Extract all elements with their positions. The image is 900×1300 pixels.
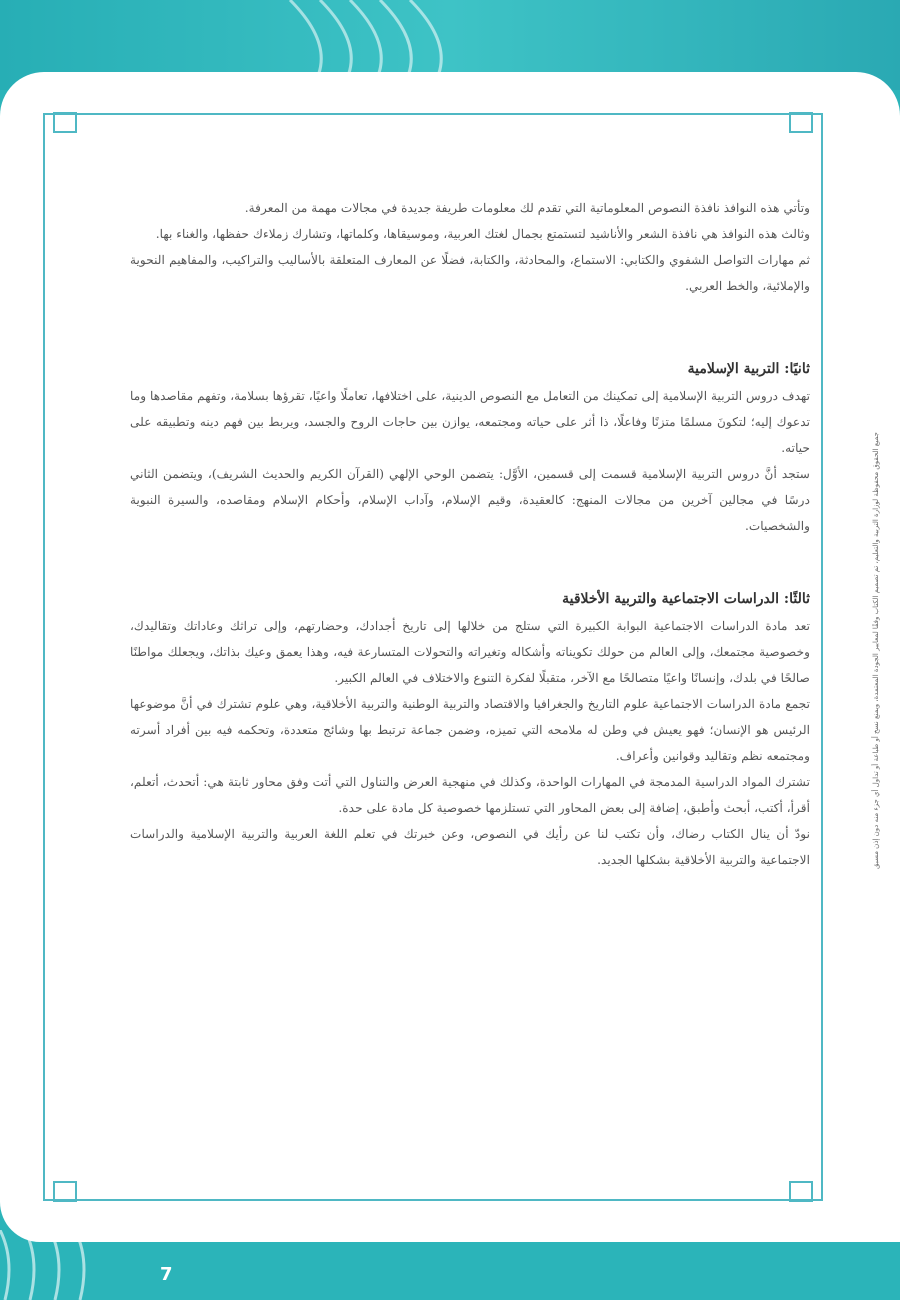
paragraph: تهدف دروس التربية الإسلامية إلى تمكينك من التعامل مع النصوص الدينية، على اختلافها، تعاملًا واعيًا، تقرؤها بسلامة، وتفهم مقاصدها وما تدعوك إليه؛ لتكونَ مسلمًا متزنًا وفاعلًا، ذا أثر على حياته ومجتمعه، يوازن بين حاجات الروح والجسد، ويربط بين فهم دينه وتطبيقه على حياته.	[130, 389, 810, 455]
paragraph: تجمع مادة الدراسات الاجتماعية علوم التاريخ والجغرافيا والاقتصاد والتربية الوطنية والتربية الأخلاقية، وهي علوم تشترك في أنَّ موضوعها الرئيس هو الإنسان؛ فهو يعيش في وطن له ملامحه التي تميزه، وضمن جماعة ترتبط بها وشائج متعددة، وتحكمه فيه بين أفراد أسرته ومجتمعه نظم وتقاليد وقوانين وأعراف.	[130, 697, 810, 763]
decorative-stripes-bottom	[0, 1230, 120, 1300]
copyright-side-note	[866, 300, 886, 1000]
section-title-islamic: ثانيًا: التربية الإسلامية	[687, 361, 810, 377]
page-content	[130, 195, 810, 873]
side-note-text: جميع الحقوق محفوظة لوزارة التربية والتعليم، تم تصميم الكتاب وفقًا لمعايير الجودة المعتمدة، ويمنع نسخ أو طباعة أو تداول أي جزء منه دون إذن مسبق	[872, 431, 880, 869]
intro-line: ثم مهارات التواصل الشفوي والكتابي: الاستماع، والمحادثة، والكتابة، فضلًا عن المعارف المتعلقة بالأساليب والتراكيب، والمفاهيم النحوية والإملائية، والخط العربي.	[130, 253, 810, 293]
page-number: 7	[160, 1264, 173, 1285]
paragraph: ستجد أنَّ دروس التربية الإسلامية قسمت إلى قسمين، الأوَّل: يتضمن الوحي الإلهي (القرآن الكريم والحديث الشريف)، ويتضمن الثاني درسًا في مجالين آخرين من مجالات المنهج: كالعقيدة، وقيم الإسلام، وآداب الإسلام، وأحكام الإسلام ومقاصده، والسيرة النبوية والشخصيات.	[130, 467, 810, 533]
section-title-social: ثالثًا: الدراسات الاجتماعية والتربية الأخلاقية	[562, 591, 810, 607]
intro-line: وتأتي هذه النوافذ نافذة النصوص المعلوماتية التي تقدم لك معلومات طريفة جديدة في مجالات مهمة من المعرفة.	[244, 201, 810, 215]
intro-line: وثالث هذه النوافذ هي نافذة الشعر والأناشيد لتستمتع بجمال لغتك العربية، وموسيقاها، وكلماتها، وتشارك زملاءك حفظها، والغناء بها.	[155, 227, 810, 241]
paragraph: نودّ أن ينال الكتاب رضاك، وأن تكتب لنا عن رأيك في النصوص، وعن خبرتك في تعلم اللغة العربية والتربية الإسلامية والدراسات الاجتماعية والتربية الأخلاقية بشكلها الجديد.	[130, 827, 810, 867]
paragraph: تشترك المواد الدراسية المدمجة في المهارات الواحدة، وكذلك في منهجية العرض والتناول التي أتت وفق محاور ثابتة هي: أتحدث، أتعلم، أقرأ، أكتب، أبحث وأطبق، إضافة إلى بعض المحاور التي تستلزمها خصوصية كل مادة على حدة.	[130, 775, 810, 815]
paragraph: تعد مادة الدراسات الاجتماعية البوابة الكبيرة التي ستلج من خلالها إلى تاريخ أجدادك، وحضارتهم، وإلى تراثك وعاداتك وتقاليدك، وخصوصية مجتمعك، وإلى العالم من حولك تكويناته وأشكاله وتغيراته والتحولات المتسارعة فيه، وهذا يعمق وعيك بذاتك، ويجعلك مواطنًا صالحًا في بلدك، وإنسانًا واعيًا متصالحًا مع الآخر، متقبلًا لفكرة التنوع والاختلاف في العالم الكبير.	[130, 619, 810, 685]
